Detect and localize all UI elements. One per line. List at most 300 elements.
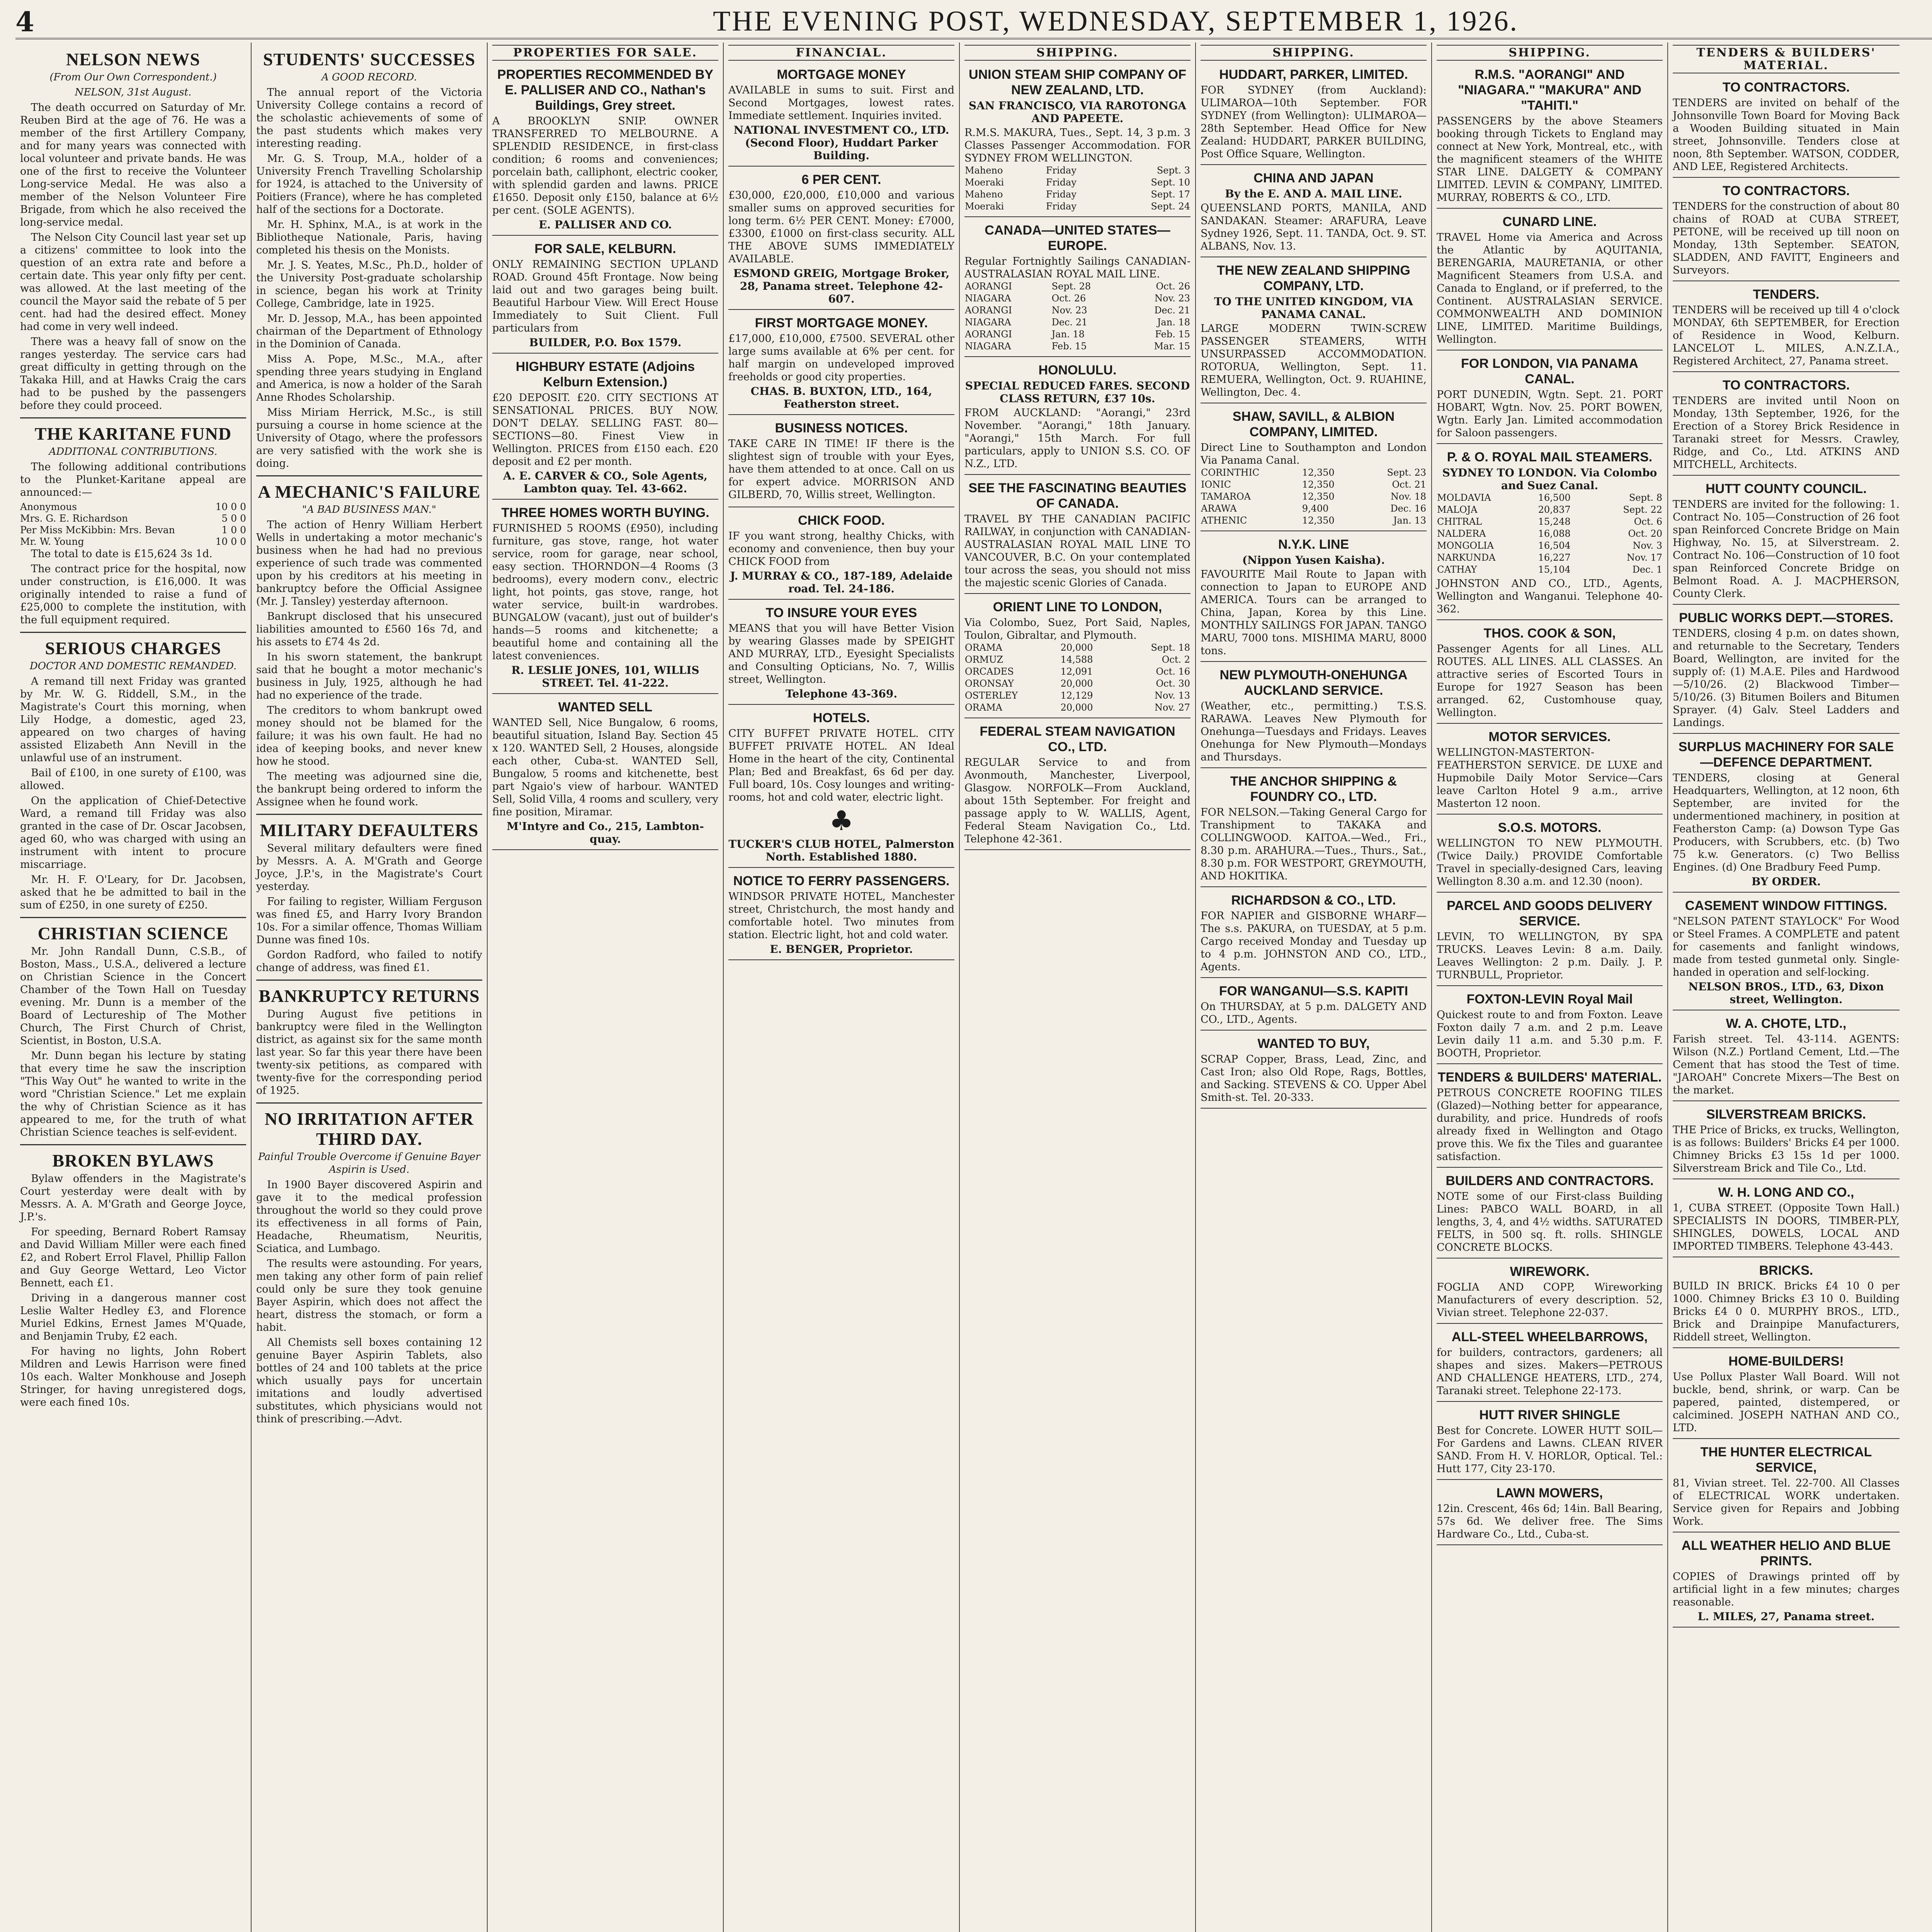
ad-body: TENDERS are invited for the following: 1. Contract No. 105—Construction of 26 foot span Reinforced Concrete Bridge on Main Highway, No. 15, at Silverstream. 2. Contract No. 106—Construction of 10 foot span Reinforced Concrete Bridge on Belmont Road. A. J. MACPHERSON, County Clerk. [1673, 498, 1900, 600]
advertisement [1673, 1013, 1900, 1101]
article-paragraph: Mr. D. Jessop, M.A., has been appointed chairman of the Department of Ethnology in the Dominion of Canada. [256, 313, 482, 350]
ad-title: TO CONTRACTORS. [1722, 378, 1850, 393]
sailing-date: Oct. 20 [1628, 528, 1662, 539]
tonnage: 12,350 [1302, 479, 1335, 490]
advertisement [1437, 988, 1663, 1064]
ad-title: WIREWORK. [1510, 1264, 1590, 1279]
article-paragraph: Mr. H. F. O'Leary, for Dr. Jacobsen, asked that he be admitted to bail in the sum of £250, in one surety of £250. [20, 874, 246, 911]
article-paragraph: All Chemists sell boxes containing 12 genuine Bayer Aspirin Tablets, also bottles of 24 and 100 tablets at the price which usually pays for uncertain imitations and loudly advertised substitutes, which physicians would not think of prescribing.—Advt. [256, 1337, 482, 1425]
ship-name: AORANGI [965, 329, 1012, 340]
divider [20, 917, 246, 918]
ad-body: WELLINGTON-MASTERTON-FEATHERSTON SERVICE. DE LUXE and Hupmobile Daily Motor Service—Cars leave Carlton Hotel 9 a.m., arrive Masterton 12 noon. [1437, 747, 1663, 810]
article-paragraph: The following additional contributions to the Plunket-Karitane appeal are announced:— [20, 461, 246, 498]
ad-title: R.M.S. "AORANGI" AND "NIAGARA." "MAKURA" AND "TAHITI." [1458, 67, 1641, 113]
ad-title: THREE HOMES WORTH BUYING. [501, 505, 709, 520]
article-paragraph: Mr. J. S. Yeates, M.Sc., Ph.D., holder of the University Post-graduate scholarship in science, began his work at Trinity College, Cambridge, late in 1925. [256, 259, 482, 310]
sailing-schedule [964, 642, 1190, 714]
advertisement [1201, 534, 1427, 662]
table-row [964, 678, 1190, 690]
advertisement [1437, 895, 1663, 986]
ad-title: N.Y.K. LINE [1278, 537, 1349, 552]
ad-title: TO INSURE YOUR EYES [765, 605, 917, 620]
ad-title: HIGHBURY ESTATE (Adjoins Kelburn Extension.) [515, 359, 695, 389]
military-heading: MILITARY DEFAULTERS [260, 820, 479, 840]
table-row [1201, 479, 1427, 491]
tonnage: 12,091 [1060, 666, 1093, 677]
ship-name: NIAGARA [965, 293, 1011, 304]
nelson-byline: (From Our Own Correspondent.) [49, 71, 217, 83]
serious-charges-subheading: DOCTOR AND DOMESTIC REMANDED. [29, 660, 237, 672]
ad-title: CHINA AND JAPAN [1253, 171, 1374, 185]
ad-title: ALL WEATHER HELIO AND BLUE PRINTS. [1681, 1538, 1891, 1568]
ad-subtitle: Regular Fortnightly Sailings CANADIAN-AUSTRALASIAN ROYAL MAIL LINE. [964, 255, 1190, 280]
advertisement [1201, 889, 1427, 978]
ship-name: ORONSAY [965, 678, 1014, 689]
ad-body: TRAVEL Home via America and Across the Atlantic by AQUITANIA, BERENGARIA, MAURETANIA, or other Magnificent Steamers from U.S.A. and Canada to England, or if preferred, to the Continent. AUSTRALASIAN SERVICE. COMMONWEALTH AND DOMINION LINE, LIMITED. Maritime Buildings, Wellington. [1437, 231, 1663, 345]
table-row [964, 293, 1190, 304]
ship-name: MONGOLIA [1437, 540, 1494, 551]
ad-title: THE ANCHOR SHIPPING & FOUNDRY CO., LTD. [1230, 774, 1397, 804]
ad-title: CANADA—UNITED STATES—EUROPE. [985, 223, 1170, 253]
table-row [1437, 564, 1663, 576]
advertisement [1673, 284, 1900, 372]
advertisement [728, 169, 954, 310]
ad-body: BUILD IN BRICK. Bricks £4 10 0 per 1000. Chimney Bricks £3 10 0. Building Bricks £4 0 0. MURPHY BROS., LTD., Brick and Drainpipe Manufacturers, Riddell street, Wellington. [1673, 1280, 1900, 1343]
ad-title: WANTED SELL [558, 700, 653, 714]
sailing-date: Sept. 22 [1623, 504, 1662, 515]
sailing-date: Sept. 3 [1156, 165, 1190, 176]
ad-title: WANTED TO BUY, [1257, 1036, 1370, 1051]
sailing-date: Dec. 21 [1154, 305, 1190, 316]
column-4 [724, 43, 960, 1932]
ad-body: FOR NELSON.—Taking General Cargo for Transhipment to TAKAKA and COLLINGWOOD. KAITOA.—Wed., Fri., 8.30 p.m. ARAHURA.—Tues., Thurs., Sat., 8.30 p.m. FOR WESTPORT, GREYMOUTH, AND HOKITIKA. [1201, 806, 1427, 882]
ad-title: HUTT COUNTY COUNCIL. [1706, 481, 1867, 496]
sailing-day: Friday [1046, 177, 1077, 188]
ad-footer: NELSON BROS., LTD., 63, Dixon street, Wellington. [1688, 980, 1884, 1006]
ship-name: CORINTHIC [1201, 467, 1260, 478]
advertisement [492, 502, 718, 694]
ad-footer: BUILDER, P.O. Box 1579. [529, 336, 682, 349]
ad-title: MORTGAGE MONEY [777, 67, 906, 82]
ad-title: TO CONTRACTORS. [1722, 184, 1850, 198]
column-5 [960, 43, 1196, 1932]
ad-footer: E. PALLISER AND CO. [539, 218, 672, 231]
ad-body: PETROUS CONCRETE ROOFING TILES (Glazed)—Nothing better for appearance, durability, and price. Hundreds of roofs already fixed in Wellington and Otago prove this. We fix the Tiles and guarantee satisfaction. [1437, 1087, 1663, 1163]
table-row [964, 177, 1190, 189]
ad-footer: A. E. CARVER & CO., Sole Agents, Lambton quay. Tel. 43-662. [503, 469, 707, 495]
ad-title: PROPERTIES RECOMMENDED BY E. PALLISER AND CO., Nathan's Buildings, Grey street. [497, 67, 714, 113]
sailing-date: Nov. 18 [1391, 491, 1426, 502]
table-row [964, 654, 1190, 666]
ad-body: TRAVEL BY THE CANADIAN PACIFIC RAILWAY, in conjunction with CANADIAN-AUSTRALASIAN ROYAL MAIL LINE TO VANCOUVER, B.C. On your contemplated tour across the seas, you should not miss the majestic scenic Glories of Canada. [964, 513, 1190, 589]
article-paragraph: The Nelson City Council last year set up a citizens' committee to look into the question of an extra rate and before a certain date. This year only fifty per cent. was allowed. At the last meeting of the council the Mayor said the rebate of 5 per cent. had had the desired effect. Money had come in very well indeed. [20, 231, 246, 333]
sailing-date: Nov. 27 [1155, 702, 1190, 713]
table-row [964, 189, 1190, 201]
divider [256, 814, 482, 815]
column-8 [1668, 43, 1904, 1932]
ad-body: £17,000, £10,000, £7500. SEVERAL other large sums available at 6% per cent. for half margin on undeveloped improved freeholds or good city properties. [728, 333, 954, 383]
ad-title: HOTELS. [813, 711, 870, 725]
ad-title: TENDERS. [1753, 287, 1820, 302]
contribution-row [20, 513, 246, 524]
ad-body: IF you want strong, healthy Chicks, with economy and convenience, then buy your CHICK FOOD from [728, 530, 954, 568]
ad-body: TAKE CARE IN TIME! IF there is the slightest sign of trouble with your Eyes, have them attended to at once. Call on us for expert advice. MORRISON AND GILBERD, 70, Willis street, Wellington. [728, 438, 954, 501]
table-row [964, 642, 1190, 654]
sailing-day: Friday [1046, 201, 1077, 212]
ad-body: TENDERS, closing at General Headquarters, Wellington, at 12 noon, 6th September, are invited for the undermentioned machinery, in position at Featherston Camp: (a) Dowson Type Gas Producers, with Scrubbers, etc. (b) Two 75 k.w. Generators. (c) Two Belliss Engines. (d) One Bradbury Feed Pump. [1673, 772, 1900, 873]
ad-body: TENDERS will be received up till 4 o'clock MONDAY, 6th SEPTEMBER, for Erection of Residence in Wood, Kelburn. LANCELOT L. MILES, A.N.Z.I.A., Registered Architect, 27, Panama street. [1673, 304, 1900, 367]
ad-body: MEANS that you will have Better Vision by wearing Glasses made by SPEIGHT AND MURRAY, LTD., Eyesight Specialists and Consulting Opticians, No. 7, Willis street, Wellington. [728, 622, 954, 685]
sailing-date: Feb. 15 [1155, 329, 1190, 340]
sailing-date: Nov. 3 [1633, 540, 1662, 551]
nelson-dateline: NELSON, 31st August. [75, 87, 192, 98]
ad-title: BUILDERS AND CONTRACTORS. [1446, 1173, 1654, 1188]
table-row [1201, 503, 1427, 515]
table-row [1437, 528, 1663, 540]
mechanic-subheading: "A BAD BUSINESS MAN." [302, 504, 436, 515]
ad-body: QUEENSLAND PORTS, MANILA, AND SANDAKAN. Steamer: ARAFURA, Leave Sydney 1926, Sept. 11. TANDA, Oct. 9. ST. ALBANS, Nov. 13. [1201, 202, 1427, 252]
divider [20, 1144, 246, 1145]
sailing-date: Nov. 23 [1155, 293, 1190, 304]
ad-body: FOR SYDNEY (from Auckland): ULIMAROA—10th September. FOR SYDNEY (from Wellington): ULIMAROA—28th September. Head Office for New Zealand: HUDDART, PARKER BUILDING, Post Office Square, Wellington. [1201, 84, 1427, 160]
advertisement [1673, 736, 1900, 893]
sailing-date: Sept. 10 [1151, 177, 1190, 188]
article-paragraph: Driving in a dangerous manner cost Leslie Walter Hedley £3, and Florence Muriel Edkins, Ernest James M'Quade, and Benjamin Truby, £2 each. [20, 1292, 246, 1342]
ad-subtitle: SPECIAL REDUCED FARES. SECOND CLASS RETURN, £37 10s. [965, 379, 1190, 405]
ad-subtitle: (Nippon Yusen Kaisha). [1242, 554, 1385, 566]
tonnage: 14,588 [1060, 654, 1093, 665]
sailing-date: Jan. 18 [1051, 329, 1085, 340]
ad-title: FOR SALE, KELBURN. [534, 242, 676, 256]
advertisement [1437, 211, 1663, 350]
article-paragraph: The death occurred on Saturday of Mr. Reuben Bird at the age of 76. He was a member of the first Artillery Company, and for many years was connected with local volunteer and private bands. He was one of the first to receive the Volunteer Long-service Medal. He was also a member of the Nelson Volunteer Fire Brigade, from which he also received the long-service medal. [20, 102, 246, 228]
ad-body: REGULAR Service to and from Avonmouth, Manchester, Liverpool, Glasgow. NORFOLK—From Auckland, about 15th September. For freight and passage apply to W. WALLIS, Agent, Federal Steam Navigation Co., Ltd. Telephone 42-361. [964, 757, 1190, 845]
newspaper-title: THE EVENING POST, WEDNESDAY, SEPTEMBER 1, 1926. [713, 5, 1519, 37]
advertisement [728, 707, 954, 868]
sailing-date: Nov. 13 [1155, 690, 1190, 701]
sailing-date: Sept. 18 [1151, 642, 1190, 653]
ad-body: WANTED Sell, Nice Bungalow, 6 rooms, beautiful situation, Island Bay. Section 45 x 120. WANTED Sell, 2 Houses, alongside each other, Cuba-st. WANTED Sell, Bungalow, 5 rooms and kitchenette, best part Ngaio's view of harbour. WANTED Sell, Solid Villa, 4 rooms and scullery, very fine position, Miramar. [492, 717, 718, 818]
ad-subtitle: SYDNEY TO LONDON. Via Colombo and Suez Canal. [1442, 466, 1657, 492]
tonnage: 20,000 [1060, 702, 1093, 713]
ship-name: CHITRAL [1437, 516, 1482, 527]
ad-title: FOXTON-LEVIN Royal Mail [1466, 992, 1633, 1007]
article-paragraph: For speeding, Bernard Robert Ramsay and David William Miller were each fined £2, and Robert Errol Flavel, Phillip Fallon and Guy George Wettard, Leo Victor Bennett, each £1. [20, 1226, 246, 1289]
article-paragraph: Mr. Dunn began his lecture by stating that every time he saw the inscription "This Way Out" he wanted to write in the word "Christian Science." Let me explain the why of Christian Science as it has appeared to me, for the truth of what Christian Science teaches is self-evident. [20, 1050, 246, 1138]
sailing-date: Oct. 16 [1156, 666, 1190, 677]
ad-title: THE HUNTER ELECTRICAL SERVICE, [1700, 1445, 1872, 1475]
ad-title: PARCEL AND GOODS DELIVERY SERVICE. [1447, 898, 1653, 929]
tonnage: 20,000 [1060, 642, 1093, 653]
ship-name: ORAMA [965, 642, 1002, 653]
ad-footer: M'Intyre and Co., 215, Lambton-quay. [507, 820, 704, 845]
contribution-row [20, 524, 246, 536]
ad-body: NOTE some of our First-class Building Lines: PABCO WALL BOARD, in all lengths, 3, 4, and 4½ widths. SATURATED FELTS, in 500 sq. ft. rolls. SHINGLE CONCRETE BLOCKS. [1437, 1190, 1663, 1253]
ad-title: FOR WANGANUI—S.S. KAPITI [1219, 984, 1408, 998]
table-row [964, 201, 1190, 213]
advertisement [1437, 353, 1663, 444]
table-row [964, 328, 1190, 340]
ad-body: Passenger Agents for all Lines. ALL ROUTES. ALL LINES. ALL CLASSES. An attractive series of Escorted Tours in Europe for 1927 Season has been arranged. 62, Customhouse quay, Wellington. [1437, 643, 1663, 719]
tonnage: 16,227 [1538, 552, 1571, 563]
ad-title: SILVERSTREAM BRICKS. [1706, 1107, 1866, 1122]
tonnage: 16,504 [1538, 540, 1571, 551]
ad-subtitle: TO THE UNITED KINGDOM, VIA PANAMA CANAL. [1214, 295, 1413, 321]
advertisement [492, 356, 718, 500]
ad-title: PUBLIC WORKS DEPT.—STORES. [1679, 611, 1893, 625]
table-row [964, 690, 1190, 702]
advertisement [1437, 64, 1663, 209]
ad-title: ORIENT LINE TO LONDON, [993, 600, 1162, 614]
ad-title: S.O.S. MOTORS. [1498, 820, 1602, 835]
article-paragraph: In 1900 Bayer discovered Aspirin and gave it to the medical profession throughout the world so they could prove its effectiveness in all forms of Pain, Headache, Rheumatism, Neuritis, Sciatica, and Lumbago. [256, 1179, 482, 1255]
ad-body: "NELSON PATENT STAYLOCK" For Wood or Steel Frames. A COMPLETE and patent for casements and fanlight windows, made from tested gunmetal only. Single-handed in operation and self-locking. [1673, 915, 1900, 978]
divider [256, 475, 482, 476]
article-paragraph: Bankrupt disclosed that his unsecured liabilities amounted to £560 16s 7d, and his assets to £74 4s 2d. [256, 611, 482, 648]
masthead [15, 5, 1932, 39]
advertisement [964, 219, 1190, 357]
ad-title: W. H. LONG AND CO., [1718, 1185, 1854, 1200]
table-row [964, 702, 1190, 714]
contributor-name: Anonymous [20, 501, 77, 512]
sailing-date: Dec. 16 [1390, 503, 1426, 514]
sailing-date: Oct. 2 [1162, 654, 1190, 665]
article-paragraph: There was a heavy fall of snow on the ranges yesterday. The service cars had great difficulty in getting through on the Takaka Hill, and at Hawks Craig the cars had to be pushed by the passengers before they could proceed. [20, 336, 246, 412]
contribution-amount: 10 0 0 [215, 536, 246, 547]
table-row [964, 666, 1190, 678]
advertisement [492, 238, 718, 354]
sailing-date: Oct. 30 [1156, 678, 1190, 689]
tonnage: 12,350 [1302, 515, 1335, 526]
ad-body: R.M.S. MAKURA, Tues., Sept. 14, 3 p.m. 3 Classes Passenger Accommodation. FOR SYDNEY FROM WELLINGTON. [964, 127, 1190, 164]
ad-body: Quickest route to and from Foxton. Leave Foxton daily 7 a.m. and 2 p.m. Leave Levin daily 11 a.m. and 5.30 p.m. F. BOOTH, Proprietor. [1437, 1009, 1663, 1059]
advertisement [1673, 478, 1900, 605]
table-row [1437, 516, 1663, 528]
ad-title: TO CONTRACTORS. [1722, 80, 1850, 95]
ad-title: SHAW, SAVILL, & ALBION COMPANY, LIMITED. [1232, 409, 1395, 439]
advertisement [728, 602, 954, 705]
ad-body: On THURSDAY, at 5 p.m. DALGETY AND CO., LTD., Agents. [1201, 1001, 1427, 1026]
ship-name: NIAGARA [965, 341, 1011, 352]
advertisement [728, 417, 954, 507]
ad-body: Farish street. Tel. 43-114. AGENTS: Wilson (N.Z.) Portland Cement, Ltd.—The Cement that has stood the Test of time. "JAROAH" Concrete Mixers—The Best on the market. [1673, 1033, 1900, 1096]
column-2 [252, 43, 488, 1932]
ad-body: FOR NAPIER and GISBORNE WHARF—The s.s. PAKURA, on TUESDAY, at 5 p.m. Cargo received Monday and Tuesday up to 4 p.m. JOHNSTON AND CO., LTD., Agents. [1201, 910, 1427, 973]
section-heading: PROPERTIES FOR SALE. [492, 45, 718, 61]
section-heading: SHIPPING. [1437, 45, 1663, 61]
ad-title: FIRST MORTGAGE MONEY. [755, 316, 928, 330]
advertisement [1673, 607, 1900, 734]
ship-name: NARKUNDA [1437, 552, 1496, 563]
karitane-heading: THE KARITANE FUND [34, 424, 232, 444]
ad-title: CHICK FOOD. [798, 513, 885, 528]
divider [256, 1102, 482, 1104]
ad-title: THE NEW ZEALAND SHIPPING COMPANY, LTD. [1217, 263, 1410, 293]
advertisement [1437, 1170, 1663, 1259]
contributor-name: Mrs. G. E. Richardson [20, 513, 128, 524]
ad-title: W. A. CHOTE, LTD., [1726, 1016, 1847, 1031]
mechanic-heading: A MECHANIC'S FAILURE [258, 482, 481, 502]
sailing-date: Sept. 28 [1051, 281, 1091, 292]
ad-body: for builders, contractors, gardeners; all shapes and sizes. Makers—PETROUS AND CHALLENGE HEATERS, LTD., 274, Taranaki street. Telephone 22-173. [1437, 1347, 1663, 1397]
article-paragraph: The meeting was adjourned sine die, the bankrupt being ordered to inform the Assignee when he found work. [256, 770, 482, 808]
advertisement [1673, 77, 1900, 178]
ad-title: NEW PLYMOUTH-ONEHUNGA AUCKLAND SERVICE. [1219, 668, 1408, 698]
page-number: 4 [15, 6, 34, 38]
ad-title: FEDERAL STEAM NAVIGATION CO., LTD. [980, 724, 1175, 754]
ship-name: MALOJA [1437, 504, 1478, 515]
ad-body: Best for Concrete. LOWER HUTT SOIL—For Gardens and Lawns. CLEAN RIVER SAND. From H. V. HORLOR, Optical. Tel.: Hutt 177, City 23-170. [1437, 1425, 1663, 1475]
article-paragraph: The action of Henry William Herbert Wells in undertaking a motor mechanic's business when he had had no previous experience of such trade was commented upon by his creditors at his meeting in bankruptcy before the Official Assignee (Mr. J. Tansley) yesterday afternoon. [256, 519, 482, 607]
ship-name: ARAWA [1201, 503, 1237, 514]
article-paragraph: Miss A. Pope, M.Sc., M.A., after spending three years studying in England and America, is now a holder of the Sarah Anne Rhodes Scholarship. [256, 353, 482, 403]
table-row [964, 165, 1190, 177]
ad-footer: L. MILES, 27, Panama street. [1697, 1610, 1875, 1623]
sailing-schedule [964, 165, 1190, 213]
nelson-news-heading: NELSON NEWS [66, 49, 201, 69]
ad-footer: Telephone 43-369. [785, 687, 898, 700]
column-6 [1196, 43, 1432, 1932]
ad-title: HUDDART, PARKER, LIMITED. [1219, 67, 1408, 82]
tonnage: 15,248 [1538, 516, 1571, 527]
advertisement [964, 64, 1190, 217]
ship-name: ORMUZ [965, 654, 1003, 665]
advertisement [1201, 167, 1427, 257]
advertisement [964, 359, 1190, 475]
ad-body: AVAILABLE in sums to suit. First and Second Mortgages, lowest rates. Immediate settlement. Inquiries invited. [728, 84, 954, 122]
ship-name: AORANGI [965, 281, 1012, 292]
advertisement [1201, 1033, 1427, 1109]
ship-name: ORCADES [965, 666, 1014, 677]
advertisement [1201, 64, 1427, 165]
article-paragraph: A remand till next Friday was granted by Mr. W. G. Riddell, S.M., in the Magistrate's Court this morning, when Lily Hodge, a domestic, aged 23, appeared on two charges of having assisted Elizabeth Ann Nevill in the unlawful use of an instrument. [20, 675, 246, 764]
sailing-date: Oct. 26 [1051, 293, 1086, 304]
ad-subtitle: Via Colombo, Suez, Port Said, Naples, Toulon, Gibraltar, and Plymouth. [964, 617, 1190, 641]
article-paragraph: Gordon Radford, who failed to notify change of address, was fined £1. [256, 949, 482, 974]
ad-footer: J. MURRAY & CO., 187-189, Adelaide road. Tel. 24-186. [730, 570, 953, 595]
contributor-name: Per Miss McKibbin: Mrs. Bevan [20, 524, 175, 536]
advertisement [1437, 817, 1663, 893]
sailing-schedule [964, 281, 1190, 352]
ad-body: TENDERS are invited on behalf of the Johnsonville Town Board for Moving Back a Wooden Building situated in Main street, Johnsonville. Tenders close at noon, 8th September. WATSON, CODDER, AND LEE, Registered Architects. [1673, 97, 1900, 173]
ad-body: SCRAP Copper, Brass, Lead, Zinc, and Cast Iron; also Old Rope, Rags, Bottles, and Sacking. STEVENS & CO. Upper Abel Smith-st. Tel. 20-333. [1201, 1053, 1427, 1104]
ad-title: RICHARDSON & CO., LTD. [1231, 893, 1396, 908]
advertisement [1437, 1261, 1663, 1324]
ad-subtitle: Direct Line to Southampton and London Via Panama Canal. [1201, 442, 1427, 466]
advertisement [1201, 406, 1427, 531]
advertisement [728, 64, 954, 167]
sailing-date: Sept. 8 [1629, 492, 1662, 503]
ad-body: FAVOURITE Mail Route to Japan with connection to Japan to EUROPE AND AMERICA. Tours can be arranged to China, Japan, Korea by this Line. MONTHLY SAILINGS FOR JAPAN. TANGO MARU, 7000 tons. MISHIMA MARU, 8000 tons. [1201, 568, 1427, 657]
tonnage: 12,350 [1302, 467, 1335, 478]
sailing-date: Jan. 18 [1157, 317, 1190, 328]
ad-footer: CHAS. B. BUXTON, LTD., 164, Featherston street. [750, 385, 932, 410]
ad-footer: NATIONAL INVESTMENT CO., LTD. (Second Floor), Huddart Parker Building. [733, 124, 949, 162]
article-paragraph: Bail of £100, in one surety of £100, was allowed. [20, 767, 246, 792]
ad-title: CUNARD LINE. [1502, 214, 1597, 229]
sailing-date: Feb. 15 [1051, 341, 1087, 352]
ad-body: TENDERS for the construction of about 80 chains of ROAD at CUBA STREET, PETONE, will be received up till noon on Monday, 13th September. SEATON, SLADDEN, AND FAVITT, Engineers and Surveyors. [1673, 201, 1900, 276]
advertisement [1673, 895, 1900, 1010]
ad-body: COPIES of Drawings printed off by artificial light in a few minutes; charges reasonable. [1673, 1571, 1900, 1608]
advertisement [1437, 446, 1663, 620]
ship-name: IONIC [1201, 479, 1231, 490]
ad-body: FURNISHED 5 ROOMS (£950), including furniture, gas stove, range, hot water service, room for garage, near school, easy section. THORNDON—4 Rooms (3 bedrooms), every modern conv., electric light, hot points, gas stove, range, hot water service, built-in wardrobes. BUNGALOW (vacant), just out of builder's hands—5 rooms and kitchenette; a beautiful home and containing all the latest conveniences. [492, 522, 718, 662]
ad-body: PORT DUNEDIN, Wgtn. Sept. 21. PORT HOBART, Wgtn. Nov. 25. PORT BOWEN, Wgtn. Early Jan. Limited accommodation for Saloon passengers. [1437, 389, 1663, 439]
advertisement [1437, 1482, 1663, 1545]
column-3 [488, 43, 724, 1932]
tonnage: 20,837 [1538, 504, 1571, 515]
table-row [964, 340, 1190, 352]
article-paragraph: The creditors to whom bankrupt owed money should not be blamed for the failure; it was his own fault. He had no idea of keeping books, and never knew how he stood. [256, 704, 482, 767]
ad-title: THOS. COOK & SON, [1483, 626, 1616, 641]
ad-footer: ESMOND GREIG, Mortgage Broker, 28, Panama street. Telephone 42-607. [733, 267, 950, 305]
sailing-date: Dec. 1 [1632, 564, 1662, 575]
ad-body: £20 DEPOSIT. £20. CITY SECTIONS AT SENSATIONAL PRICES. BUY NOW. DON'T DELAY. SELLING FAST. 80—SECTIONS—80. Finest View in Wellington. PRICES from £150 each. £20 deposit and £2 per month. [492, 392, 718, 468]
ad-body: THE Price of Bricks, ex trucks, Wellington, is as follows: Builders' Bricks £4 per 1000. Chimney Bricks £3 15s 1d per 1000. Silverstream Brick and Tile Co., Ltd. [1673, 1124, 1900, 1174]
section-heading: SHIPPING. [964, 45, 1190, 61]
advertisement [1673, 1441, 1900, 1532]
ad-body: TENDERS are invited until Noon on Monday, 13th September, 1926, for the Erection of a Storey Brick Residence in Taranaki street for Messrs. Crawley, Ridge, and Co., Ltd. ATKINS AND MITCHELL, Architects. [1673, 395, 1900, 471]
ad-body: (Weather, etc., permitting.) T.S.S. RARAWA. Leaves New Plymouth for Onehunga—Tuesdays and Fridays. Leaves Onehunga for New Plymouth—Mondays and Thursdays. [1201, 700, 1427, 763]
column-1 [15, 43, 252, 1932]
section-heading: TENDERS & BUILDERS' MATERIAL. [1673, 45, 1900, 73]
advertisement [1437, 1326, 1663, 1402]
advertisement [1673, 374, 1900, 476]
ad-body: FOGLIA AND COPP, Wireworking Manufacturers of every description. 52, Vivian street. Telephone 22-037. [1437, 1281, 1663, 1319]
ad-title: BUSINESS NOTICES. [775, 421, 908, 435]
table-row [1437, 552, 1663, 564]
sailing-day: Friday [1046, 165, 1077, 176]
tonnage: 15,104 [1538, 564, 1571, 575]
ad-body: 12in. Crescent, 46s 6d; 14in. Ball Bearing, 57s 6d. We deliver free. The Sims Hardware Co., Ltd., Cuba-st. [1437, 1503, 1663, 1540]
students-heading: STUDENTS' SUCCESSES [263, 49, 476, 69]
advertisement [964, 721, 1190, 850]
advertisement [728, 510, 954, 600]
ad-title: HUTT RIVER SHINGLE [1479, 1408, 1620, 1422]
sailing-date: Sept. 17 [1151, 189, 1190, 200]
article-paragraph: Mr. G. S. Troup, M.A., holder of a University French Travelling Scholarship for 1924, is attached to the University of Poitiers (France), where he has completed half of the sections for a Doctorate. [256, 153, 482, 216]
tonnage: 16,500 [1538, 492, 1571, 503]
sailing-schedule [1437, 492, 1663, 576]
columns [15, 43, 1932, 1932]
tonnage: 9,400 [1302, 503, 1329, 514]
contribution-amount: 10 0 0 [215, 501, 246, 512]
advertisement [728, 870, 954, 960]
article-paragraph: Several military defaulters were fined by Messrs. A. A. M'Grath and George Joyce, J.P.'s, in the Magistrate's Court yesterday. [256, 842, 482, 893]
ship-name: ORAMA [965, 702, 1002, 713]
advertisement [1437, 1404, 1663, 1480]
article-paragraph: The results were astounding. For years, men taking any other form of pain relief could only be sure they took genuine Bayer Aspirin, which does not affect the heart, distress the stomach, or form a habit. [256, 1258, 482, 1333]
article-paragraph: The total to date is £15,624 3s 1d. [31, 548, 213, 560]
advertisement [1673, 1182, 1900, 1257]
ad-title: ALL-STEEL WHEELBARROWS, [1451, 1330, 1648, 1344]
tonnage: 12,129 [1060, 690, 1093, 701]
article-paragraph: Bylaw offenders in the Magistrate's Court yesterday were dealt with by Messrs. A. A. M'Grath and George Joyce, J.P.'s. [20, 1173, 246, 1223]
table-row [964, 281, 1190, 293]
article-paragraph: For having no lights, John Robert Mildren and Lewis Harrison were fined 10s each. Walter Monkhouse and Joseph Stringer, for having unregistered dogs, were each fined 10s. [20, 1345, 246, 1408]
ship-name: NIAGARA [965, 317, 1011, 328]
ad-body: A BROOKLYN SNIP. OWNER TRANSFERRED TO MELBOURNE. A SPLENDID RESIDENCE, in first-class condition; 6 rooms and conveniences; porcelain bath, calliphont, electric cooker, with splendid garden and lawns. PRICE £1650. Deposit only £150, balance at 6½ per cent. (SOLE AGENTS). [492, 115, 718, 216]
ad-title: SURPLUS MACHINERY FOR SALE—DEFENCE DEPARTMENT. [1678, 740, 1894, 770]
divider [20, 632, 246, 633]
sailing-date: Nov. 17 [1627, 552, 1662, 563]
article-paragraph: Miss Miriam Herrick, M.Sc., is still pursuing a course in home science at the University of Otago, where the professors are very satisfied with the work she is doing. [256, 406, 482, 469]
ad-body: 1, CUBA STREET. (Opposite Town Hall.) SPECIALISTS IN DOORS, TIMBER-PLY, SHINGLES, DOWELS, LOCAL AND IMPORTED TIMBERS. Telephone 43-443. [1673, 1202, 1900, 1252]
contribution-amount: 1 0 0 [221, 524, 246, 536]
ad-title: NOTICE TO FERRY PASSENGERS. [733, 874, 950, 888]
broken-bylaws-heading: BROKEN BYLAWS [52, 1151, 214, 1170]
